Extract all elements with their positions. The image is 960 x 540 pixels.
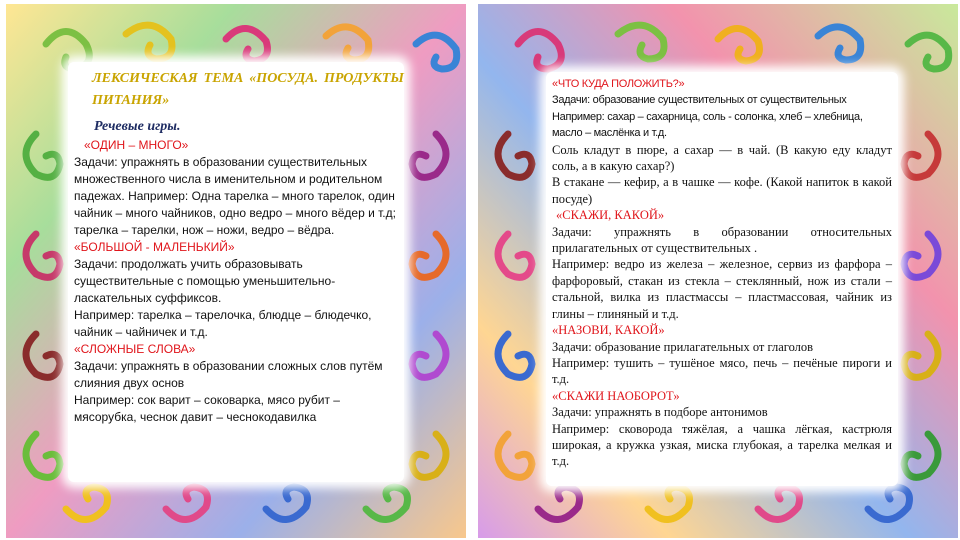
game-title: «ОДИН – МНОГО»	[84, 138, 189, 152]
left-page	[6, 4, 466, 538]
game-title: «ЧТО КУДА ПОЛОЖИТЬ?»	[552, 78, 685, 90]
game-title: «БОЛЬШОЙ - МАЛЕНЬКИЙ»	[74, 240, 235, 254]
game-description: Задачи: упражнять в образовании сложных слов путём слияния двух основ	[74, 359, 383, 390]
game-example: Например: сковорода тяжёлая, а чашка лёгкая, кастрюля широкая, а кружка узкая, миска глубокая, а тарелка мелкая и т.д.	[552, 421, 892, 469]
game-title: «СЛОЖНЫЕ СЛОВА»	[74, 342, 196, 356]
game-text: Соль кладут в пюре, а сахар — в чай. (В какую еду кладут соль, а в какую сахар?)	[552, 142, 892, 174]
game-example: Например: сахар – сахарница, соль - солонка, хлеб – хлебница, масло – маслёнка и т.д.	[552, 110, 863, 140]
speech-games-subtitle: Речевые игры.	[94, 119, 181, 134]
game-title: «НАЗОВИ, КАКОЙ»	[552, 323, 665, 338]
game-example: Например: тарелка – тарелочка, блюдце – блюдечко, чайник – чайничек и т.д.	[74, 308, 372, 339]
lexical-theme-title: ЛЕКСИЧЕСКАЯ ТЕМА «ПОСУДА. ПРОДУКТЫ ПИТАНИЯ»	[92, 71, 404, 108]
right-page	[478, 4, 958, 538]
game-description: Задачи: образование существительных от существительных	[552, 94, 847, 107]
game-example: Например: ведро из железа – железное, сервиз из фарфора – фарфоровый, стакан из стекла – стеклянный, нож из стали – стальной, вилка из пластмассы – пластмассовая, чайник из глины – глиняный и т.д.	[552, 257, 892, 321]
game-title: «СКАЖИ, КАКОЙ»	[556, 208, 665, 223]
game-example: Например: сок варит – соковарка, мясо рубит – мясорубка, чеснок давит – чеснокодавилка	[74, 393, 340, 424]
game-description: Задачи: упражнять в подборе антонимов	[552, 405, 768, 420]
right-text-content	[552, 76, 892, 470]
game-description: Задачи: упражнять в образовании относительных прилагательных от существительных .	[552, 224, 892, 256]
game-description: Задачи: образование прилагательных от глаголов	[552, 339, 814, 354]
game-description: Задачи: продолжать учить образовывать существительные с помощью уменьшительно-ласкательных суффиксов.	[74, 257, 336, 305]
game-text: В стакане — кефир, а в чашке — кофе. (Какой напиток в какой посуде)	[552, 175, 892, 206]
game-example: Например: тушить – тушёное мясо, печь – печёные пироги и т.д.	[552, 355, 892, 387]
left-text-content	[74, 68, 404, 426]
game-description: Задачи: упражнять в образовании существительных множественного числа в именительном и родительном падежах. Например: Одна тарелка – много тарелок, один чайник – много чайников, одно ведро – много вёдер и т.д; тарелка – тарелки, нож – ножи, ведро – вёдра.	[74, 155, 396, 237]
game-title: «СКАЖИ НАОБОРОТ»	[552, 388, 680, 403]
